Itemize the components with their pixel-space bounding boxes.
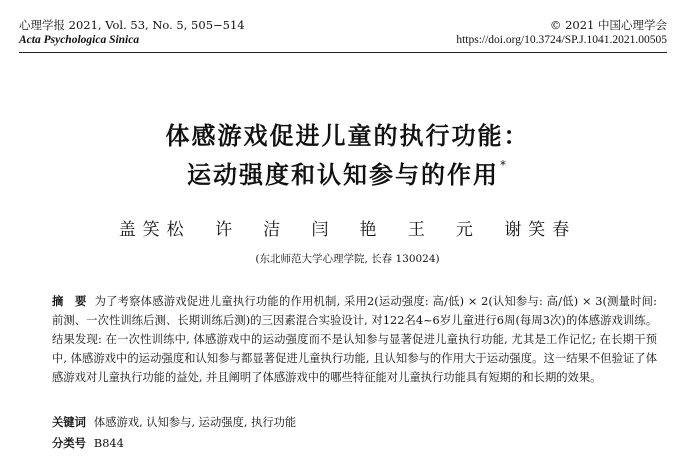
author-name: 谢笑春 [504, 220, 577, 240]
affiliation: (东北师范大学心理学院, 长春 130024) [255, 253, 440, 265]
keywords [52, 414, 296, 430]
paper-title-line1: 体感游戏促进儿童的执行功能： [165, 122, 530, 150]
author-name: 闫 艳 [311, 220, 384, 240]
paper-title-line2 [0, 155, 695, 190]
abstract-label: 摘 要 [52, 295, 87, 308]
keywords-label: 关键词 [52, 416, 86, 429]
classification-label: 分类号 [52, 437, 86, 450]
classification-code: B844 [93, 437, 124, 450]
paper-title-line2-text: 运动强度和认知参与的作用 [187, 161, 499, 189]
doi-link[interactable]: https://doi.org/10.3724/SP.J.1041.2021.00505 [456, 34, 667, 46]
title-footnote-mark[interactable]: * [500, 158, 508, 172]
author-name: 王 元 [407, 220, 480, 240]
classification [52, 435, 124, 451]
copyright-notice: © 2021 中国心理学会 [549, 18, 667, 32]
journal-english-name: Acta Psychologica Sinica [19, 34, 140, 46]
keywords-text: 体感游戏, 认知参与, 运动强度, 执行功能 [93, 416, 297, 429]
header-divider [19, 52, 667, 53]
abstract [52, 292, 657, 387]
author-list [0, 215, 695, 240]
author-name: 盖笑松 [118, 220, 191, 240]
abstract-text: 为了考察体感游戏促进儿童执行功能的作用机制, 采用2(运动强度: 高/低) × 2(认知参与: 高/低) × 3(测量时间: 前测、一次性训练后测、长期训练后测)的三因素混合实验设计, 对122名4~6岁儿童进行6周(每周3次)的体感游戏训练。结果发现: 在一次性训练中, 体感游戏中的运动强度而不是认知参与显著促进儿童执行功能, 尤其是工作记忆; 在长期干预中, 体感游戏中的运动强度和认知参与都显著促进儿童执行功能, 且认知参与的作用大于运动强度。这一结果不但验证了体感游戏对儿童执行功能的益处, 并且阐明了体感游戏中的哪些特征能对儿童执行功能具有短期的和长期的效果。 [52, 295, 657, 384]
author-name: 许 洁 [215, 220, 288, 240]
journal-issue-info: 心理学报 2021, Vol. 53, No. 5, 505−514 [19, 18, 245, 32]
